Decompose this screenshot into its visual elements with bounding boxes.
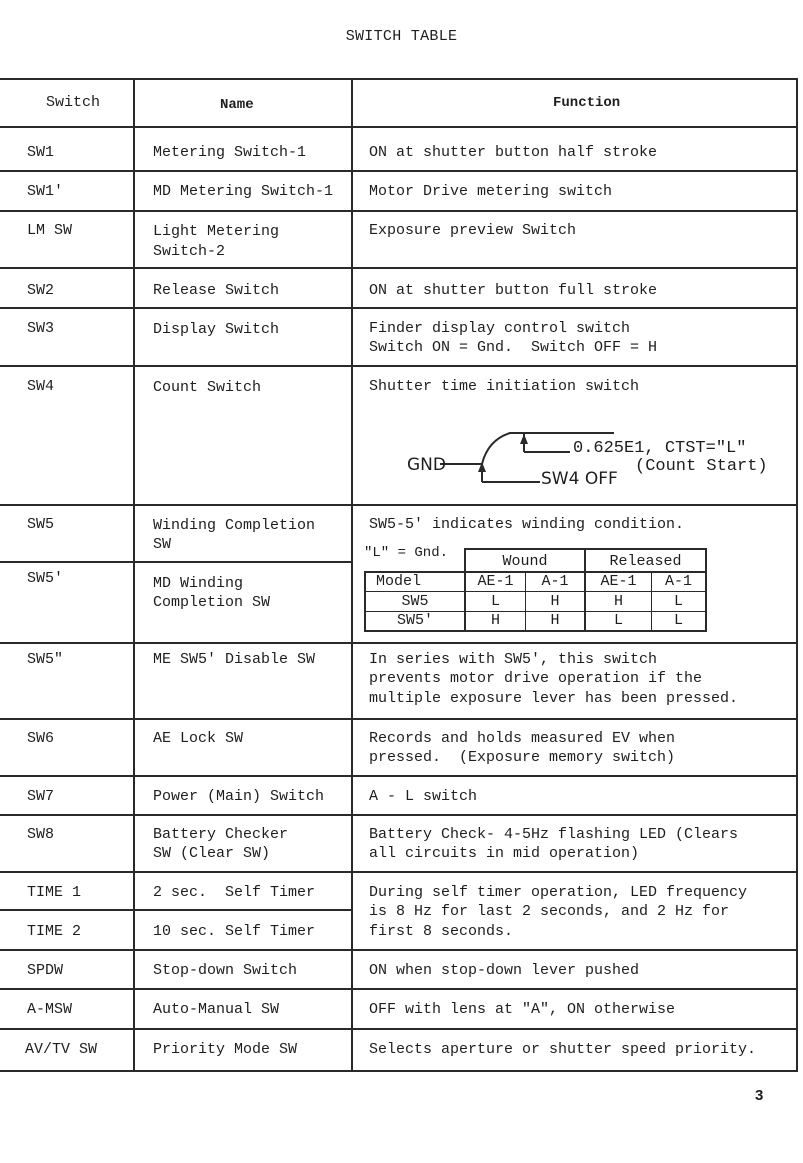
- switch-cell: SW1': [27, 183, 64, 200]
- mini-header-cell: Model: [376, 573, 422, 590]
- switch-cell: SW1: [27, 144, 55, 161]
- off-state-label: SW4 OFF: [541, 469, 618, 489]
- row-divider: [0, 504, 798, 506]
- function-cell: Selects aperture or shutter speed priority.: [369, 1041, 757, 1058]
- mini-header-cell: AE-1: [477, 573, 514, 590]
- on-state-sublabel: (Count Start): [635, 457, 768, 476]
- function-cell-line: In series with SW5', this switch: [369, 651, 658, 668]
- name-cell: Priority Mode SW: [153, 1041, 298, 1058]
- column-divider: [351, 78, 353, 1072]
- row-divider: [0, 871, 798, 873]
- mini-cell: H: [490, 612, 500, 629]
- switch-cell: SW5: [27, 516, 55, 533]
- mini-cell: H: [613, 593, 623, 610]
- switch-cell: SW8: [27, 826, 55, 843]
- name-cell-line: Light Metering: [153, 223, 280, 240]
- row-divider: [0, 988, 798, 990]
- name-cell-line: Completion SW: [153, 594, 271, 611]
- switch-cell: SPDW: [27, 962, 64, 979]
- row-divider: [0, 718, 798, 720]
- row-divider: [0, 170, 798, 172]
- switch-cell: SW4: [27, 378, 55, 395]
- page-number: 3: [755, 1087, 764, 1104]
- name-cell: ME SW5' Disable SW: [153, 651, 316, 668]
- function-cell-line: Records and holds measured EV when: [369, 730, 676, 747]
- column-header-switch: Switch: [46, 94, 101, 111]
- switch-cell: SW5': [27, 570, 64, 587]
- function-cell-line: During self timer operation, LED frequency: [369, 884, 748, 901]
- name-cell: Display Switch: [153, 321, 280, 338]
- row-divider: [0, 814, 798, 816]
- switch-cell: TIME 1: [27, 884, 82, 901]
- row-divider: [0, 775, 798, 777]
- function-cell-line: is 8 Hz for last 2 seconds, and 2 Hz for: [369, 903, 730, 920]
- mini-header-cell: A-1: [664, 573, 692, 590]
- name-cell: Auto-Manual SW: [153, 1001, 280, 1018]
- mini-cell: L: [673, 593, 683, 610]
- row-divider: [0, 1028, 798, 1030]
- mini-cell: SW5: [401, 593, 429, 610]
- name-cell: 10 sec. Self Timer: [153, 923, 316, 940]
- row-divider: [0, 210, 798, 212]
- name-cell-line: SW: [153, 536, 172, 553]
- mini-cell: L: [490, 593, 500, 610]
- column-header-function: Function: [553, 95, 621, 111]
- gnd-label: GND: [407, 455, 446, 475]
- function-cell: Exposure preview Switch: [369, 222, 577, 239]
- switch-cell: SW5": [27, 651, 64, 668]
- function-cell-line: all circuits in mid operation): [369, 845, 640, 862]
- switch-cell: TIME 2: [27, 923, 82, 940]
- mini-cell: H: [550, 612, 560, 629]
- function-cell-line: Finder display control switch: [369, 320, 631, 337]
- function-cell-line: first 8 seconds.: [369, 923, 514, 940]
- switch-cell: A-MSW: [27, 1001, 73, 1018]
- name-cell-line: Switch-2: [153, 243, 226, 260]
- row-divider: [0, 267, 798, 269]
- function-cell: ON at shutter button half stroke: [369, 144, 658, 161]
- mini-table-line: [364, 630, 707, 632]
- function-cell: ON at shutter button full stroke: [369, 282, 658, 299]
- function-cell: OFF with lens at "A", ON otherwise: [369, 1001, 676, 1018]
- row-divider: [0, 949, 798, 951]
- function-cell-line: multiple exposure lever has been pressed.: [369, 690, 739, 707]
- row-divider-partial: [0, 561, 352, 563]
- group-header-wound: Wound: [502, 553, 548, 570]
- name-cell: Release Switch: [153, 282, 280, 299]
- group-header-released: Released: [609, 553, 682, 570]
- function-cell: SW5-5' indicates winding condition.: [369, 516, 685, 533]
- mini-cell: L: [613, 612, 623, 629]
- switch-cell: LM SW: [27, 222, 73, 239]
- table-border-bottom: [0, 1070, 798, 1072]
- mini-table-line: [705, 548, 707, 632]
- name-cell-line: Winding Completion: [153, 517, 316, 534]
- on-state-label: 0.625E1, CTST="L": [573, 439, 747, 458]
- function-cell: ON when stop-down lever pushed: [369, 962, 640, 979]
- row-divider: [0, 365, 798, 367]
- switch-cell: SW3: [27, 320, 55, 337]
- switch-cell: SW2: [27, 282, 55, 299]
- page-title: SWITCH TABLE: [345, 28, 458, 45]
- mini-cell: L: [673, 612, 683, 629]
- row-divider-partial: [0, 909, 352, 911]
- name-cell: 2 sec. Self Timer: [153, 884, 316, 901]
- name-cell: AE Lock SW: [153, 730, 244, 747]
- column-header-name: Name: [220, 97, 254, 113]
- table-border-right: [796, 78, 798, 1072]
- mini-header-cell: A-1: [541, 573, 569, 590]
- function-cell-line: Switch ON = Gnd. Switch OFF = H: [369, 339, 658, 356]
- mini-header-cell: AE-1: [600, 573, 637, 590]
- name-cell: MD Metering Switch-1: [153, 183, 334, 200]
- gnd-note: "L" = Gnd.: [364, 545, 449, 561]
- row-divider: [0, 307, 798, 309]
- function-cell-line: Battery Check- 4-5Hz flashing LED (Clears: [369, 826, 739, 843]
- function-cell: A - L switch: [369, 788, 478, 805]
- name-cell-line: MD Winding: [153, 575, 244, 592]
- column-divider: [133, 78, 135, 1072]
- row-divider: [0, 642, 798, 644]
- name-cell-line: SW (Clear SW): [153, 845, 271, 862]
- function-cell-line: prevents motor drive operation if the: [369, 670, 703, 687]
- mini-table-line: [364, 591, 707, 592]
- switch-cell: SW7: [27, 788, 55, 805]
- switch-cell: SW6: [27, 730, 55, 747]
- mini-cell: H: [550, 593, 560, 610]
- name-cell: Metering Switch-1: [153, 144, 307, 161]
- function-cell: Shutter time initiation switch: [369, 378, 640, 395]
- name-cell: Stop-down Switch: [153, 962, 298, 979]
- row-divider: [0, 126, 798, 128]
- function-cell: Motor Drive metering switch: [369, 183, 613, 200]
- switch-cell: AV/TV SW: [25, 1041, 98, 1058]
- name-cell: Count Switch: [153, 379, 262, 396]
- mini-cell: SW5': [396, 612, 433, 629]
- function-cell-line: pressed. (Exposure memory switch): [369, 749, 676, 766]
- table-border-top: [0, 78, 798, 80]
- name-cell: Power (Main) Switch: [153, 788, 325, 805]
- name-cell-line: Battery Checker: [153, 826, 289, 843]
